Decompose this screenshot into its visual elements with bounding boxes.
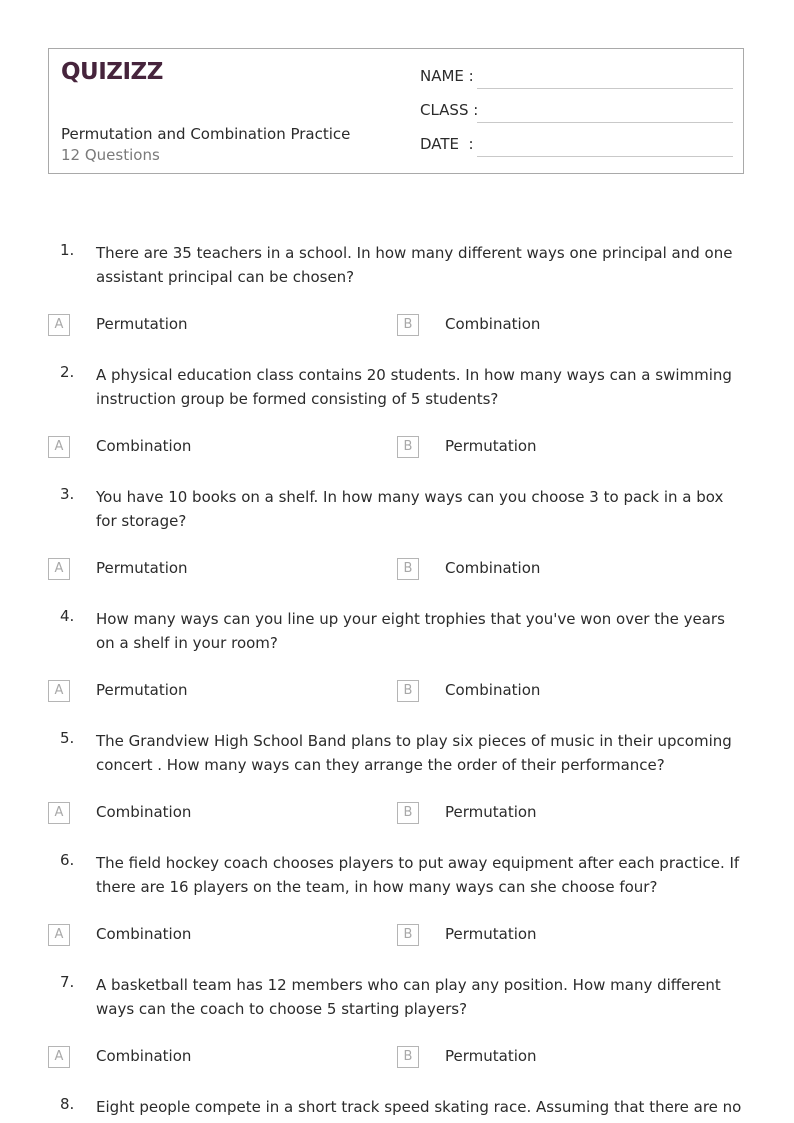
option-letter-box[interactable]: B (397, 314, 419, 336)
date-line[interactable] (477, 156, 733, 157)
worksheet-header (48, 48, 744, 174)
option-letter-box[interactable]: B (397, 1046, 419, 1068)
option-text: Combination (96, 1047, 192, 1065)
option-letter-box[interactable]: B (397, 680, 419, 702)
question-number: 1. (60, 241, 75, 259)
question-text: The field hockey coach chooses players to put away equipment after each practice. If there are 16 players on the team, in how many ways can she choose four? (96, 854, 740, 896)
option-letter-box[interactable]: B (397, 802, 419, 824)
date-field[interactable] (420, 135, 733, 157)
question-number: 6. (60, 851, 75, 869)
option-text: Combination (445, 681, 541, 699)
option-letter-box[interactable]: A (48, 1046, 70, 1068)
question-count: 12 Questions (61, 146, 160, 164)
quizizz-logo: QUIZIZZ (61, 59, 163, 85)
name-line[interactable] (477, 88, 733, 89)
option-text: Permutation (96, 681, 188, 699)
question-number: 3. (60, 485, 75, 503)
name-label: NAME : (420, 67, 474, 85)
option-text: Combination (96, 437, 192, 455)
question-number: 8. (60, 1095, 75, 1113)
question-text: You have 10 books on a shelf. In how many ways can you choose 3 to pack in a box for storage? (96, 488, 724, 530)
option-letter-box[interactable]: A (48, 436, 70, 458)
option-text: Permutation (445, 1047, 537, 1065)
option-letter-box[interactable]: A (48, 924, 70, 946)
name-field[interactable] (420, 67, 733, 89)
option-text: Permutation (445, 925, 537, 943)
class-field[interactable] (420, 101, 733, 123)
worksheet-title: Permutation and Combination Practice (61, 125, 351, 143)
question-text: Eight people compete in a short track speed skating race. Assuming that there are no (96, 1098, 742, 1116)
option-letter-box[interactable]: A (48, 802, 70, 824)
option-text: Combination (445, 315, 541, 333)
question-text: A basketball team has 12 members who can play any position. How many different ways can the coach to choose 5 starting players? (96, 976, 721, 1018)
question-text: How many ways can you line up your eight trophies that you've won over the years on a shelf in your room? (96, 610, 725, 652)
option-letter-box[interactable]: A (48, 680, 70, 702)
option-text: Combination (96, 803, 192, 821)
question-number: 4. (60, 607, 75, 625)
option-text: Permutation (96, 315, 188, 333)
question-number: 7. (60, 973, 75, 991)
question-text: The Grandview High School Band plans to play six pieces of music in their upcoming concert . How many ways can they arrange the order of their performance? (96, 732, 732, 774)
option-letter-box[interactable]: A (48, 558, 70, 580)
option-letter-box[interactable]: B (397, 436, 419, 458)
class-label: CLASS : (420, 101, 479, 119)
option-letter-box[interactable]: B (397, 558, 419, 580)
question-number: 5. (60, 729, 75, 747)
option-text: Combination (445, 559, 541, 577)
option-letter-box[interactable]: B (397, 924, 419, 946)
option-text: Permutation (445, 437, 537, 455)
question-text: There are 35 teachers in a school. In how many different ways one principal and one assistant principal can be chosen? (96, 244, 733, 286)
option-text: Permutation (96, 559, 188, 577)
question-text: A physical education class contains 20 students. In how many ways can a swimming instruction group be formed consisting of 5 students? (96, 366, 732, 408)
question-number: 2. (60, 363, 75, 381)
option-text: Permutation (445, 803, 537, 821)
class-line[interactable] (477, 122, 733, 123)
date-label: DATE : (420, 135, 474, 153)
option-text: Combination (96, 925, 192, 943)
option-letter-box[interactable]: A (48, 314, 70, 336)
